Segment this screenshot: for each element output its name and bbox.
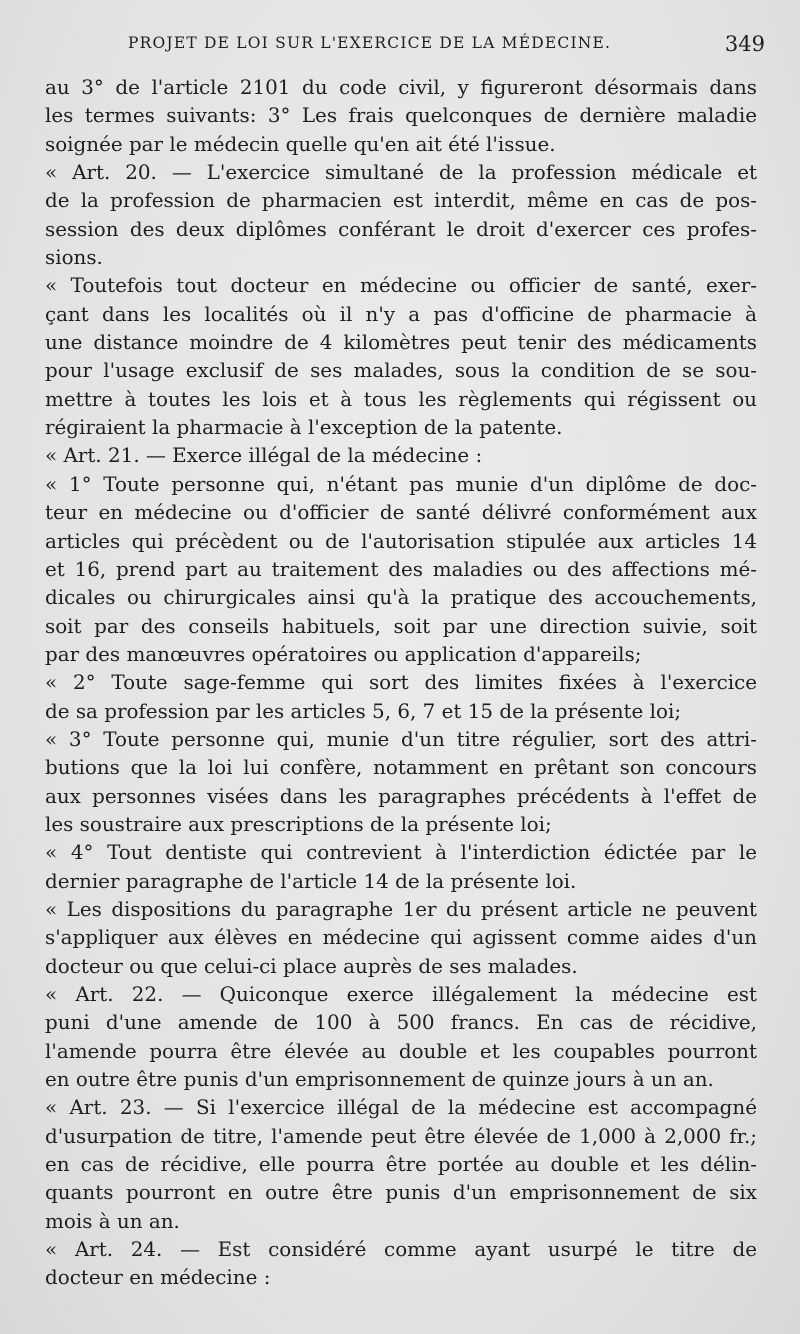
text-line: dernier paragraphe de l'article 14 de la présente loi. <box>45 869 577 893</box>
text-line: dicales ou chirurgicales ainsi qu'à la pratique des accouchements, <box>45 586 757 610</box>
text-line: çant dans les localités où il n'y a pas d'officine de pharmacie à <box>45 302 757 326</box>
text-line: une distance moindre de 4 kilomètres peut tenir des médicaments <box>45 331 757 355</box>
text-line: articles qui précèdent ou de l'autorisation stipulée aux articles 14 <box>45 529 757 553</box>
text-line: aux personnes visées dans les paragraphes précédents à l'effet de <box>45 784 757 808</box>
text-line: « Les dispositions du paragraphe 1er du présent article ne peuvent <box>45 897 757 921</box>
text-line: docteur en médecine : <box>45 1266 271 1290</box>
text-line: « Toutefois tout docteur en médecine ou officier de santé, exer- <box>45 274 757 298</box>
text-line: soit par des conseils habituels, soit par une direction suivie, soit <box>45 614 757 638</box>
text-line: « Art. 23. — Si l'exercice illégal de la médecine est accompagné <box>45 1096 757 1120</box>
page-number: 349 <box>724 32 765 56</box>
text-line: pour l'usage exclusif de ses malades, sous la condition de se sou- <box>45 359 757 383</box>
text-line: régiraient la pharmacie à l'exception de la patente. <box>45 416 563 440</box>
text-line: et 16, prend part au traitement des maladies ou des affections mé- <box>45 557 757 581</box>
text-line: butions que la loi lui confère, notamment en prêtant son concours <box>45 756 757 780</box>
body-text <box>45 74 757 1293</box>
text-line: « 4° Tout dentiste qui contrevient à l'interdiction édictée par le <box>45 841 757 865</box>
text-line: « 2° Toute sage-femme qui sort des limites fixées à l'exercice <box>45 671 757 695</box>
text-line: docteur ou que celui-ci place auprès de ses malades. <box>45 954 578 978</box>
text-line: « 3° Toute personne qui, munie d'un titre régulier, sort des attri- <box>45 727 757 751</box>
text-line: soignée par le médecin quelle qu'en ait été l'issue. <box>45 132 556 156</box>
text-line: « Art. 24. — Est considéré comme ayant usurpé le titre de <box>45 1238 757 1262</box>
text-line: sions. <box>45 246 103 270</box>
text-line: quants pourront en outre être punis d'un emprisonnement de six <box>45 1181 757 1205</box>
text-line: teur en médecine ou d'officier de santé délivré conformément aux <box>45 501 757 525</box>
text-line: l'amende pourra être élevée au double et les coupables pourront <box>45 1039 757 1063</box>
text-line: d'usurpation de titre, l'amende peut être élevée de 1,000 à 2,000 fr.; <box>45 1124 757 1148</box>
text-line: mettre à toutes les lois et à tous les règlements qui régissent ou <box>45 387 757 411</box>
text-line: les termes suivants: 3° Les frais quelconques de dernière maladie <box>45 104 757 128</box>
text-line: en outre être punis d'un emprisonnement de quinze jours à un an. <box>45 1068 714 1092</box>
running-head-title: PROJET DE LOI SUR L'EXERCICE DE LA MÉDECINE. <box>128 34 612 52</box>
text-line: « Art. 21. — Exerce illégal de la médecine : <box>45 444 483 468</box>
text-line: les soustraire aux prescriptions de la présente loi; <box>45 812 552 836</box>
text-line: puni d'une amende de 100 à 500 francs. En cas de récidive, <box>45 1011 757 1035</box>
text-line: s'appliquer aux élèves en médecine qui agissent comme aides d'un <box>45 926 757 950</box>
text-line: par des manœuvres opératoires ou application d'appareils; <box>45 642 642 666</box>
text-line: en cas de récidive, elle pourra être portée au double et les délin- <box>45 1153 757 1177</box>
text-line: « Art. 20. — L'exercice simultané de la profession médicale et <box>45 161 757 185</box>
text-line: de la profession de pharmacien est interdit, même en cas de pos- <box>45 189 757 213</box>
text-line: « 1° Toute personne qui, n'étant pas munie d'un diplôme de doc- <box>45 472 757 496</box>
text-line: session des deux diplômes conférant le droit d'exercer ces profes- <box>45 217 757 241</box>
text-line: de sa profession par les articles 5, 6, 7 et 15 de la présente loi; <box>45 699 682 723</box>
text-line: au 3° de l'article 2101 du code civil, y figureront désormais dans <box>45 76 757 99</box>
text-line: mois à un an. <box>45 1209 180 1233</box>
text-line: « Art. 22. — Quiconque exerce illégalement la médecine est <box>45 983 757 1006</box>
